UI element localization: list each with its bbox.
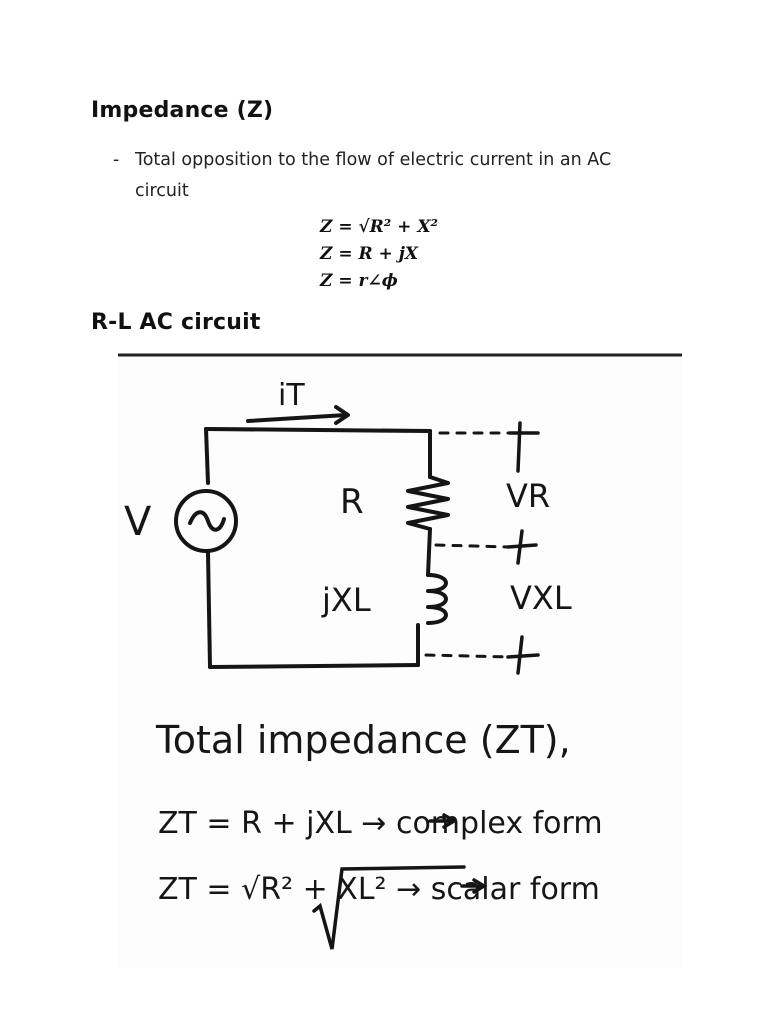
scalar-form-equation: ZT = √R² + XL² → scalar form (158, 872, 600, 907)
formula-rectangular: Z = R + jX (320, 244, 419, 264)
top-wire (206, 429, 430, 431)
formula-polar: Z = r∠ϕ (320, 271, 398, 291)
complex-form-equation: ZT = R + jXL → complex form (158, 806, 603, 841)
right-wire-middle (428, 529, 430, 575)
total-impedance-line: Total impedance (ZT), (156, 718, 571, 762)
circuit-drawing (118, 353, 682, 968)
heading-rl-circuit: R-L AC circuit (91, 310, 261, 335)
vr-label: VR (506, 477, 551, 515)
handwritten-notes-photo (118, 353, 682, 968)
current-arrow-line (248, 415, 346, 421)
left-wire-bottom (208, 553, 210, 667)
heading-impedance: Impedance (Z) (91, 98, 274, 123)
formula-magnitude: Z = √R² + X² (320, 217, 438, 237)
impedance-formulas (320, 214, 438, 295)
definition-bullet (113, 145, 653, 207)
vxl-cap-bottom (508, 655, 538, 657)
bullet-dash: - (113, 150, 120, 170)
vr-bottom-dash (436, 545, 510, 547)
definition-text: Total opposition to the flow of electric current in an AC circuit (135, 150, 612, 201)
source-label: V (124, 499, 152, 545)
vr-tick-top (518, 423, 520, 471)
vxl-cap-mid (508, 545, 536, 547)
inductor-icon (428, 575, 446, 623)
current-label: iT (278, 378, 305, 413)
bottom-wire (210, 665, 418, 667)
inductor-label: jXL (322, 581, 371, 619)
resistor-label: R (340, 482, 364, 522)
vxl-bottom-dash (426, 655, 510, 657)
resistor-icon (408, 477, 448, 529)
left-wire-top (206, 429, 208, 483)
vxl-label: VXL (510, 579, 572, 617)
sine-wave-icon (190, 512, 224, 530)
